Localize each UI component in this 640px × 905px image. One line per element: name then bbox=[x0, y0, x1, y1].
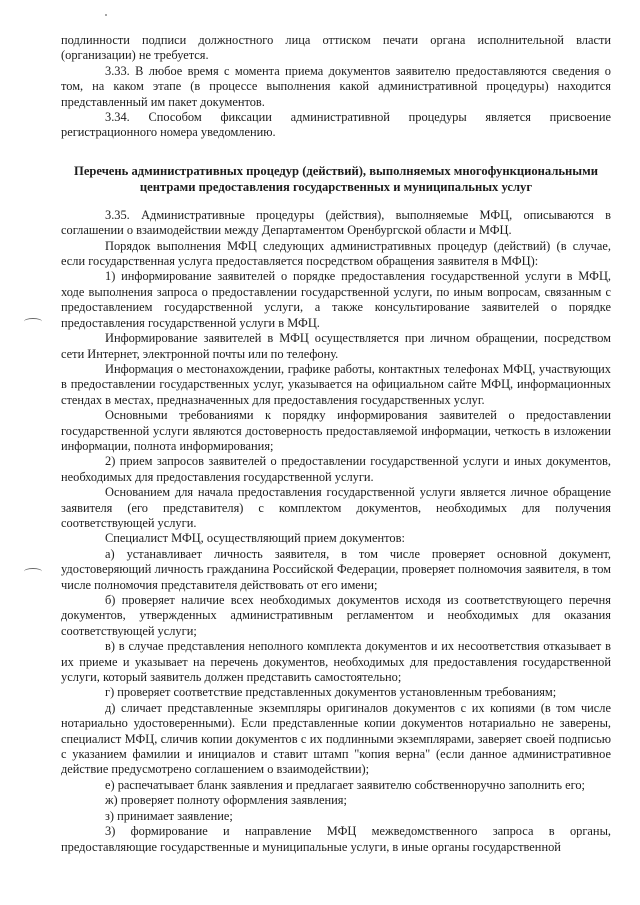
paragraph: в) в случае представления неполного комплекта документов и их несоответствия отказывает в их приеме и указывает на перечень документов, необходимых для предоставления государственной услуги, который заявитель должен представить самостоятельно; bbox=[61, 639, 611, 685]
paragraph: подлинности подписи должностного лица оттиском печати органа исполнительной власти (организации) не требуется. bbox=[61, 33, 611, 63]
section-heading: Перечень административных процедур (действий), выполняемых многофункциональными центрами предоставления государственных и муниципальных услуг bbox=[74, 163, 598, 194]
paragraph: г) проверяет соответствие представленных документов установленным требованиям; bbox=[105, 685, 557, 700]
paragraph: ж) проверяет полноту оформления заявления; bbox=[105, 793, 347, 808]
scan-speck bbox=[105, 14, 107, 16]
paragraph: а) устанавливает личность заявителя, в том числе проверяет основной документ, удостоверяющий личность гражданина Российской Федерации, проверяет полномочия заявителя, в том числе полномочия представителя действовать от его имени; bbox=[61, 546, 611, 592]
margin-mark bbox=[24, 568, 42, 575]
paragraph: е) распечатывает бланк заявления и предлагает заявителю собственноручно заполнить его; bbox=[105, 777, 585, 792]
paragraph: д) сличает представленные экземпляры оригиналов документов с их копиями (в том числе нотариально удостоверенными). Если представленные копии документов нотариально не заверены, специалист МФЦ, сличив копии документов с их подлинными экземплярами, заверяет своей подписью с указанием фамилии и инициалов и ставит штамп "копия верна" (если данное административное действие предусмотрено соглашением о взаимодействии); bbox=[61, 700, 611, 777]
margin-mark bbox=[24, 318, 42, 325]
document-body bbox=[61, 33, 611, 855]
paragraph: Основными требованиями к порядку информирования заявителей о предоставлении государственной услуги являются достоверность предоставляемой информации, четкость в изложении информации, полнота информирования; bbox=[61, 408, 611, 453]
paragraph: 3.35. Административные процедуры (действия), выполняемые МФЦ, описываются в соглашении о взаимодействии между Департаментом Оренбургской области и МФЦ. bbox=[61, 207, 611, 238]
paragraph: 3.34. Способом фиксации административной процедуры является присвоение регистрационного номера уведомлению. bbox=[61, 110, 611, 140]
paragraph: Основанием для начала предоставления государственной услуги является личное обращение заявителя (его представителя) с комплектом документов, необходимых для получения соответствующей услуги. bbox=[61, 485, 611, 530]
paragraph: з) принимает заявление; bbox=[105, 808, 233, 823]
paragraph: 3.33. В любое время с момента приема документов заявителю предоставляются сведения о том, на каком этапе (в процессе выполнения какой административной процедуры) находится представленный им пакет документов. bbox=[61, 63, 611, 109]
paragraph: 3) формирование и направление МФЦ межведомственного запроса в органы, предоставляющие государственные и муниципальные услуги, в иные органы государственной bbox=[61, 824, 611, 854]
paragraph: Порядок выполнения МФЦ следующих административных процедур (действий) (в случае, если государственная услуга предоставляется посредством обращения заявителя в МФЦ): bbox=[61, 238, 611, 269]
paragraph: б) проверяет наличие всех необходимых документов исходя из соответствующего перечня документов, утвержденных административным регламентом и необходимых для оказания соответствующей услуги; bbox=[61, 593, 611, 638]
paragraph: Информация о местонахождении, графике работы, контактных телефонах МФЦ, участвующих в предоставлении государственных услуг, указывается на официальном сайте МФЦ, информационных стендах в местах, предназначенных для предоставления государственных услуг. bbox=[61, 361, 611, 407]
paragraph: 2) прием запросов заявителей о предоставлении государственной услуги и иных документов, необходимых для предоставления государственной услуги. bbox=[61, 454, 611, 484]
paragraph: Специалист МФЦ, осуществляющий прием документов: bbox=[105, 531, 405, 546]
paragraph: Информирование заявителей в МФЦ осуществляется при личном обращении, посредством сети Интернет, электронной почты или по телефону. bbox=[61, 331, 611, 361]
paragraph: 1) информирование заявителей о порядке предоставления государственной услуги в МФЦ, ходе выполнения запроса о предоставлении государственной услуги, по иным вопросам, связанным с предоставлением государственной услуги, а также консультирование заявителей о порядке предоставления государственной услуги в МФЦ. bbox=[61, 269, 611, 330]
